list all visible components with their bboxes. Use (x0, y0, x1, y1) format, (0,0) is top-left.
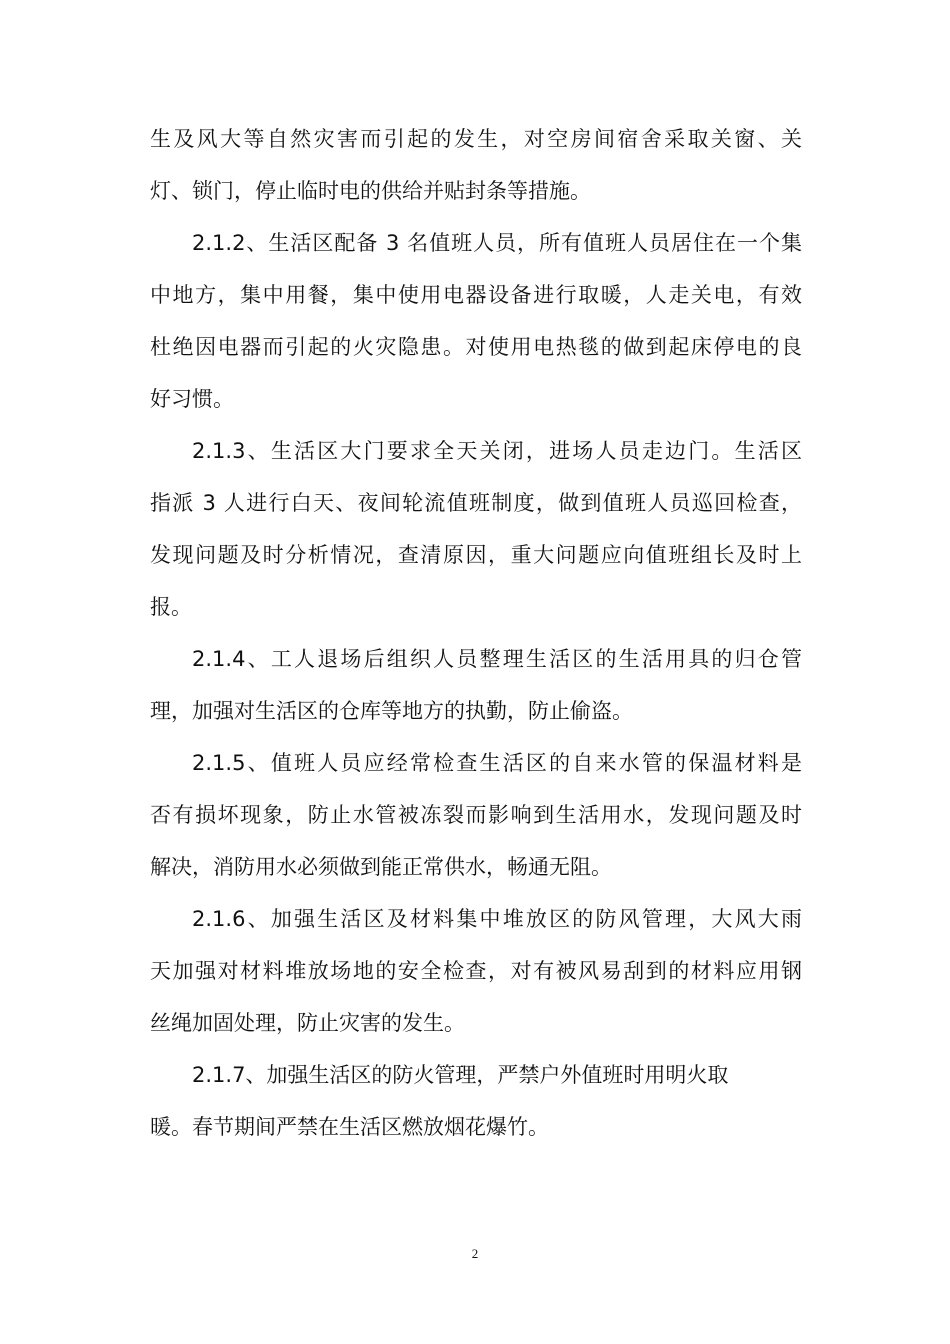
text-line: 发现问题及时分析情况，查清原因，重大问题应向值班组长及时上 (150, 543, 802, 567)
text-line: 生及风大等自然灾害而引起的发生，对空房间宿舍采取关窗、关 (150, 127, 802, 151)
text-line: 理，加强对生活区的仓库等地方的执勤，防止偷盗。 (150, 699, 633, 723)
text-line: 灯、锁门，停止临时电的供给并贴封条等措施。 (150, 179, 591, 203)
text-line: 否有损坏现象，防止水管被冻裂而影响到生活用水，发现问题及时 (150, 803, 802, 827)
paragraph-2-1-6 (150, 893, 802, 1049)
page-number: 2 (471, 1246, 479, 1261)
text-line: 杜绝因电器而引起的火灾隐患。对使用电热毯的做到起床停电的良 (150, 335, 802, 359)
paragraph-2-1-3 (150, 425, 802, 633)
text-line: 报。 (150, 595, 192, 619)
text-line: 2.1.6、加强生活区及材料集中堆放区的防风管理，大风大雨 (192, 907, 802, 931)
text-line: 2.1.4、工人退场后组织人员整理生活区的生活用具的归仓管 (192, 647, 802, 671)
text-line: 2.1.7、加强生活区的防火管理，严禁户外值班时用明火取 (192, 1063, 729, 1087)
paragraph-2-1-5 (150, 737, 802, 893)
text-line: 暖。春节期间严禁在生活区燃放烟花爆竹。 (150, 1115, 549, 1139)
text-line: 指派 3 人进行白天、夜间轮流值班制度，做到值班人员巡回检查， (150, 491, 802, 515)
paragraph-continuation (150, 113, 802, 217)
text-line: 天加强对材料堆放场地的安全检查，对有被风易刮到的材料应用钢 (150, 959, 802, 983)
text-line: 好习惯。 (150, 387, 234, 411)
document-body (150, 113, 802, 1153)
text-line: 2.1.3、生活区大门要求全天关闭，进场人员走边门。生活区 (192, 439, 802, 463)
text-line: 中地方，集中用餐，集中使用电器设备进行取暖，人走关电，有效 (150, 283, 802, 307)
text-line: 解决，消防用水必须做到能正常供水，畅通无阻。 (150, 855, 612, 879)
text-line: 丝绳加固处理，防止灾害的发生。 (150, 1011, 465, 1035)
paragraph-2-1-4 (150, 633, 802, 737)
paragraph-2-1-2 (150, 217, 802, 425)
text-line: 2.1.5、值班人员应经常检查生活区的自来水管的保温材料是 (192, 751, 802, 775)
paragraph-2-1-7 (150, 1049, 802, 1153)
text-line: 2.1.2、生活区配备 3 名值班人员，所有值班人员居住在一个集 (192, 231, 802, 255)
